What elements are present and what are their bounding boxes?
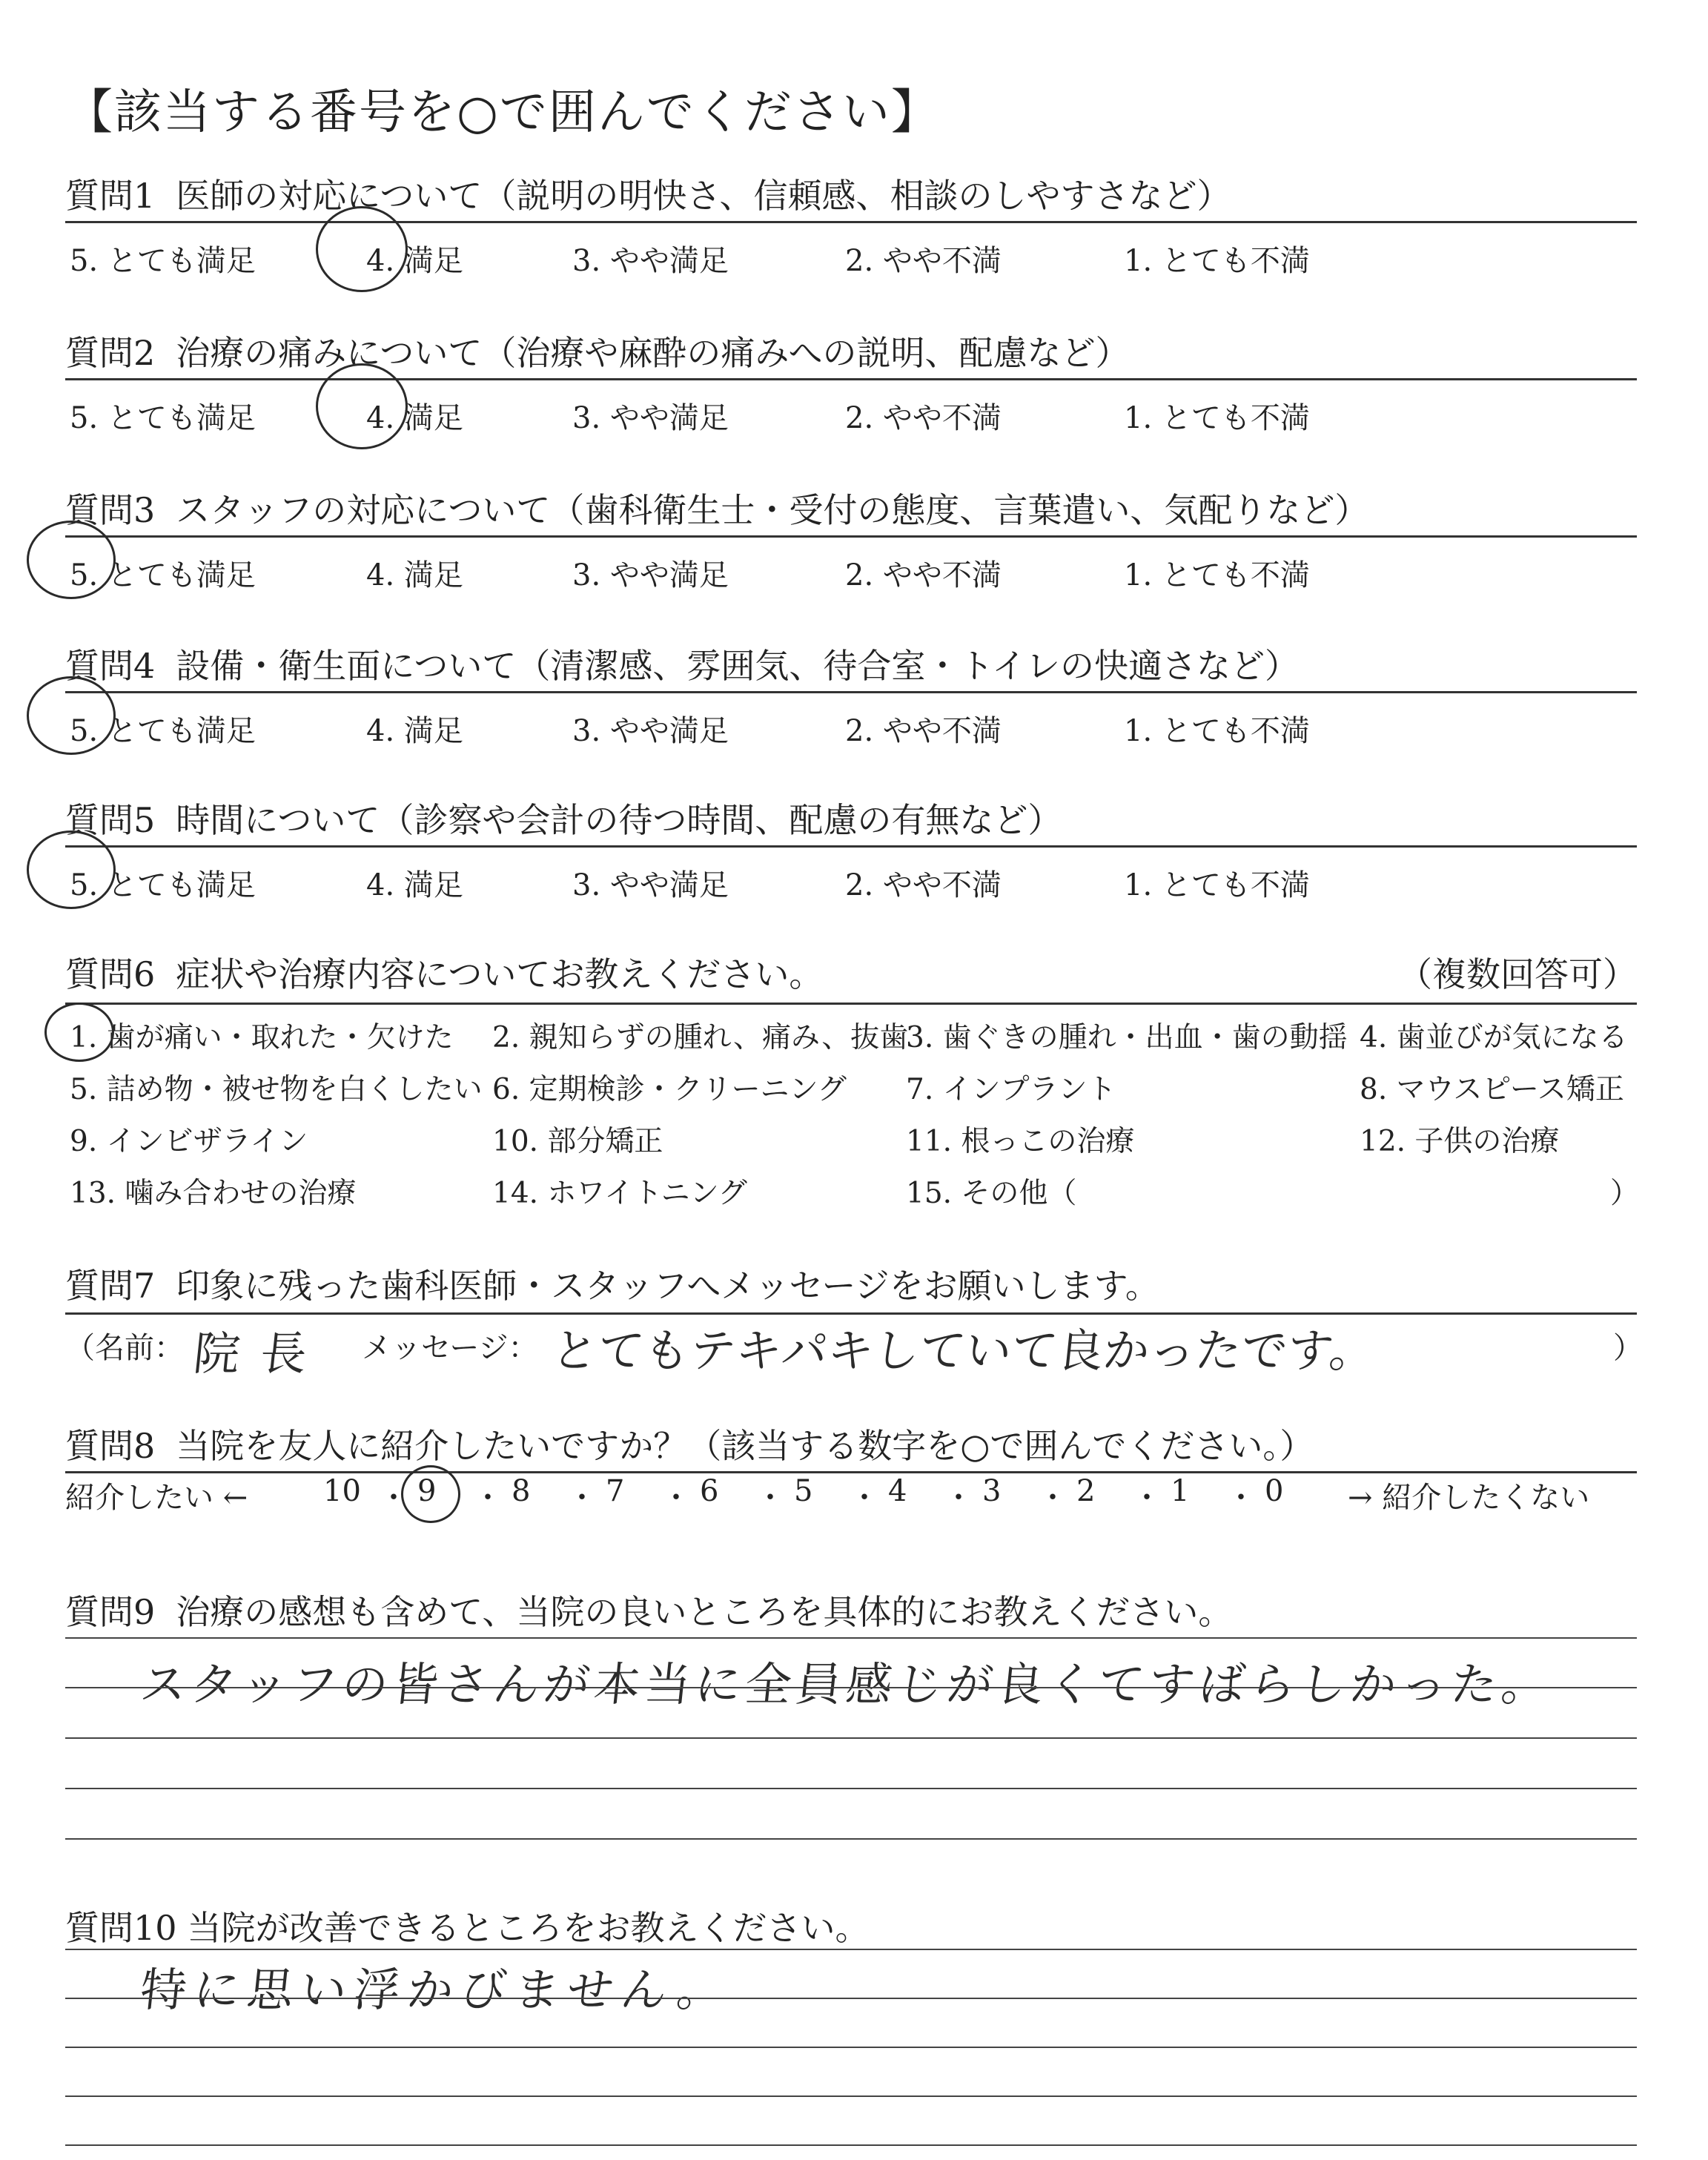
q5-title [65, 793, 1062, 842]
q8-scale-value[interactable]: 10 [323, 1474, 361, 1508]
q1-option[interactable]: 3. やや満足 [572, 244, 729, 278]
q1-option[interactable]: 2. やや不満 [845, 244, 1002, 278]
q6-option[interactable]: 3. 歯ぐきの腫れ・出血・歯の動揺 [906, 1021, 1348, 1054]
q5-option[interactable]: 4. 満足 [366, 868, 463, 902]
q6-title [65, 948, 823, 997]
q3-rule [65, 535, 1637, 538]
q8-scale-value[interactable]: 0 [1265, 1474, 1284, 1508]
q8-scale-separator: ・ [379, 1481, 408, 1515]
q6-option[interactable]: 8. マウスピース矯正 [1360, 1073, 1624, 1106]
q4-number: 質問4 [65, 646, 156, 686]
q4-option[interactable]: 2. やや不満 [845, 714, 1002, 748]
q10-title [65, 1901, 870, 1950]
q1-option[interactable]: 1. とても不満 [1124, 244, 1310, 278]
q8-selected-circle [401, 1465, 460, 1523]
q9-line-1 [65, 1637, 1637, 1639]
q3-title [65, 483, 1368, 532]
q1-option[interactable]: 5. とても満足 [70, 244, 256, 278]
q10-text: 当院が改善できるところをお教えください。 [187, 1908, 870, 1948]
q10-answer: 特に思い浮かびません。 [137, 1963, 734, 2017]
q8-scale-separator: ・ [661, 1481, 691, 1515]
q6-option[interactable]: 14. ホワイトニング [492, 1177, 747, 1210]
q6-multi-note: （複数回答可） [1398, 954, 1637, 994]
q10-line-3 [65, 2047, 1637, 2048]
q5-option[interactable]: 1. とても不満 [1124, 868, 1310, 902]
q6-option[interactable]: 1. 歯が痛い・取れた・欠けた [70, 1021, 454, 1054]
q3-text: スタッフの対応について（歯科衛生士・受付の態度、言葉遣い、気配りなど） [176, 490, 1369, 530]
q9-line-5 [65, 1838, 1637, 1840]
q8-right-label: → 紹介したくない [1348, 1481, 1590, 1515]
q4-option[interactable]: 3. やや満足 [572, 714, 729, 748]
q6-option[interactable]: 11. 根っこの治療 [906, 1125, 1135, 1158]
q8-rule [65, 1471, 1637, 1473]
q8-scale-separator: ・ [1038, 1481, 1068, 1515]
q7-name-value: 院長 [191, 1327, 331, 1381]
q5-rule [65, 845, 1637, 848]
q2-title [65, 326, 1129, 375]
q6-option[interactable]: 10. 部分矯正 [492, 1125, 663, 1158]
q8-scale-separator: ・ [944, 1481, 973, 1515]
q6-option[interactable]: 15. その他（ [906, 1177, 1077, 1210]
q1-number: 質問1 [65, 176, 156, 216]
q8-left-label: 紹介したい ← [65, 1481, 248, 1515]
q8-scale-separator: ・ [473, 1481, 503, 1515]
q8-scale-value[interactable]: 1 [1171, 1474, 1190, 1508]
q6-option[interactable]: 6. 定期検診・クリーニング [492, 1073, 847, 1106]
q6-option[interactable]: 13. 噛み合わせの治療 [70, 1177, 357, 1210]
q6-other-close-paren: ） [1610, 1177, 1640, 1210]
q7-message-value: とてもテキパキしていて良かったです。 [549, 1324, 1379, 1378]
q10-line-5 [65, 2144, 1637, 2146]
q6-option[interactable]: 4. 歯並びが気になる [1360, 1021, 1628, 1054]
q1-title [65, 169, 1231, 218]
q1-selected-circle [316, 206, 408, 292]
q2-option[interactable]: 3. やや満足 [572, 401, 729, 435]
q7-title [65, 1259, 1159, 1308]
q4-rule [65, 691, 1637, 693]
q8-scale-separator: ・ [567, 1481, 597, 1515]
q2-selected-circle [316, 363, 408, 449]
q6-rule [65, 1003, 1637, 1005]
q5-option[interactable]: 5. とても満足 [70, 868, 256, 902]
q2-option[interactable]: 5. とても満足 [70, 401, 256, 435]
q1-text: 医師の対応について（説明の明快さ、信頼感、相談のしやすさなど） [176, 176, 1231, 216]
q7-number: 質問7 [65, 1266, 156, 1306]
q7-text: 印象に残った歯科医師・スタッフへメッセージをお願いします。 [176, 1266, 1159, 1306]
q10-number: 質問10 [65, 1908, 177, 1948]
q1-rule [65, 221, 1637, 223]
q8-scale-separator: ・ [850, 1481, 879, 1515]
q10-line-4 [65, 2095, 1637, 2097]
q3-option[interactable]: 5. とても満足 [70, 558, 256, 592]
q8-scale-separator: ・ [755, 1481, 785, 1515]
q8-scale-value[interactable]: 6 [700, 1474, 719, 1508]
q3-option[interactable]: 3. やや満足 [572, 558, 729, 592]
q8-scale-value[interactable]: 5 [794, 1474, 813, 1508]
q4-selected-circle [27, 676, 116, 755]
q5-selected-circle [27, 830, 116, 909]
q5-option[interactable]: 3. やや満足 [572, 868, 729, 902]
q3-number: 質問3 [65, 490, 156, 530]
q5-number: 質問5 [65, 800, 156, 840]
q9-line-3 [65, 1737, 1637, 1739]
q2-option[interactable]: 4. 満足 [366, 401, 463, 435]
q9-text: 治療の感想も含めて、当院の良いところを具体的にお教えください。 [176, 1592, 1233, 1632]
q9-line-2 [65, 1687, 1637, 1688]
q9-line-4 [65, 1788, 1637, 1789]
q4-option[interactable]: 5. とても満足 [70, 714, 256, 748]
q10-line-1 [65, 1949, 1637, 1950]
q6-number: 質問6 [65, 954, 156, 994]
q3-option[interactable]: 4. 満足 [366, 558, 463, 592]
q5-text: 時間について（診察や会計の待つ時間、配慮の有無など） [176, 800, 1062, 840]
q7-message-label: メッセージ： [362, 1331, 538, 1365]
q2-number: 質問2 [65, 333, 156, 373]
q6-text: 症状や治療内容についてお教えください。 [176, 954, 824, 994]
q4-option[interactable]: 4. 満足 [366, 714, 463, 748]
q6-option[interactable]: 7. インプラント [906, 1073, 1116, 1106]
q3-selected-circle [27, 521, 116, 599]
q2-option[interactable]: 2. やや不満 [845, 401, 1002, 435]
q7-name-label: （名前： [65, 1331, 184, 1365]
q2-option[interactable]: 1. とても不満 [1124, 401, 1310, 435]
q2-rule [65, 378, 1637, 380]
q8-scale-value[interactable]: 8 [512, 1474, 531, 1508]
q2-text: 治療の痛みについて（治療や麻酔の痛みへの説明、配慮など） [176, 333, 1130, 373]
q8-scale-value[interactable]: 7 [606, 1474, 625, 1508]
q8-scale-separator: ・ [1132, 1481, 1162, 1515]
q3-option[interactable]: 2. やや不満 [845, 558, 1002, 592]
q8-scale-value[interactable]: 2 [1076, 1474, 1096, 1508]
q6-option[interactable]: 5. 詰め物・被せ物を白くしたい [70, 1073, 483, 1106]
q3-option[interactable]: 1. とても不満 [1124, 558, 1310, 592]
q8-number: 質問8 [65, 1426, 156, 1466]
q6-option[interactable]: 9. インビザライン [70, 1125, 308, 1158]
q8-text: 当院を友人に紹介したいですか？（該当する数字を○で囲んでください。） [176, 1426, 1314, 1466]
q5-option[interactable]: 2. やや不満 [845, 868, 1002, 902]
q7-close-paren: ） [1613, 1331, 1643, 1365]
q4-title [65, 639, 1299, 688]
q8-scale-value[interactable]: 3 [982, 1474, 1002, 1508]
q6-option[interactable]: 12. 子供の治療 [1360, 1125, 1560, 1158]
q8-scale-value[interactable]: 4 [888, 1474, 907, 1508]
q8-title [65, 1419, 1314, 1468]
q4-text: 設備・衛生面について（清潔感、雰囲気、待合室・トイレの快適さなど） [176, 646, 1300, 686]
form-instruction: 【該当する番号を○で囲んでください】 [65, 85, 940, 140]
q4-option[interactable]: 1. とても不満 [1124, 714, 1310, 748]
q1-option[interactable]: 4. 満足 [366, 244, 463, 278]
q6-selected-circle [44, 1003, 114, 1062]
q9-number: 質問9 [65, 1592, 156, 1632]
q10-line-2 [65, 1998, 1637, 1999]
q6-option[interactable]: 2. 親知らずの腫れ、痛み、抜歯 [492, 1021, 909, 1054]
q8-scale-value[interactable]: 9 [417, 1474, 437, 1508]
q9-title [65, 1585, 1232, 1634]
q8-scale-separator: ・ [1226, 1481, 1256, 1515]
q9-answer: スタッフの皆さんが本当に全員感じが良くてすばらしかった。 [137, 1657, 1555, 1711]
